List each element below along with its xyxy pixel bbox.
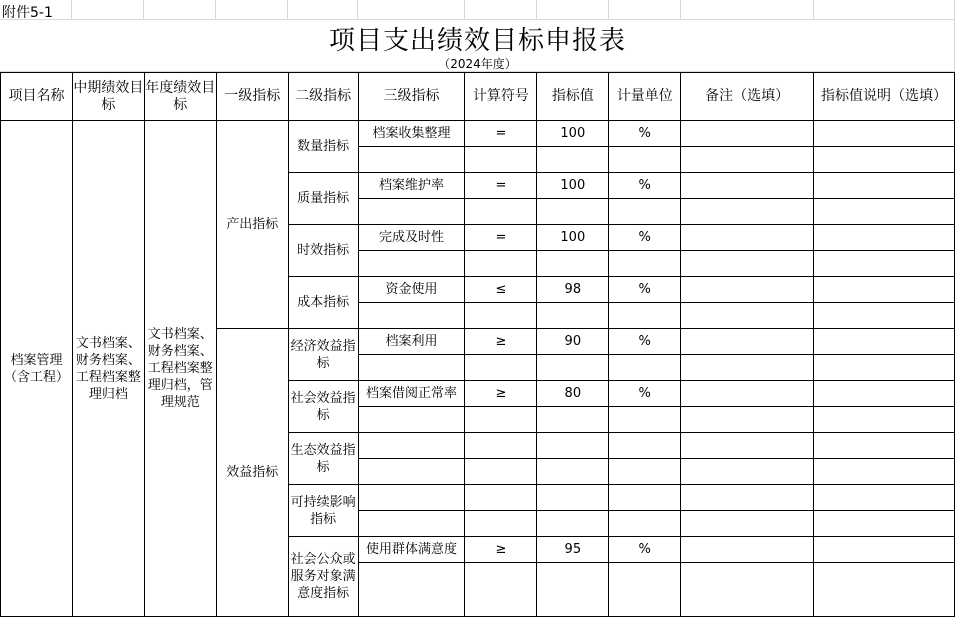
level2-sustainable: 可持续影响指标 (288, 485, 358, 537)
remark-cell (681, 121, 814, 147)
level3-cell (358, 277, 465, 303)
symbol-cell: ≥ (465, 381, 537, 407)
mid-goal-cell: 文书档案、财务档案、工程档案整理归档 (72, 121, 144, 617)
unit-cell: % (609, 277, 681, 303)
header-cell: 项目名称 (1, 73, 73, 121)
value-cell: 80 (537, 381, 609, 407)
level3-text: 资金使用 (385, 282, 438, 297)
value-cell: 100 (537, 121, 609, 147)
unit-cell: % (609, 381, 681, 407)
level2-cost: 成本指标 (288, 277, 358, 329)
level3-cell (358, 329, 465, 355)
level2-quantity: 数量指标 (288, 121, 358, 173)
level3-text: 档案维护率 (379, 178, 445, 193)
level3-text: 档案收集整理 (372, 126, 451, 141)
unit-cell: % (609, 173, 681, 199)
level3-cell (358, 381, 465, 407)
level3-cell (358, 121, 465, 147)
header-row (1, 73, 955, 121)
attachment-label: 附件5-1 (2, 5, 53, 21)
level1-benefit: 效益指标 (216, 329, 288, 617)
level3-cell (358, 537, 465, 563)
header-cell: 指标值 (537, 73, 609, 121)
header-cell: 中期绩效目标 (72, 73, 144, 121)
level3-text: 使用群体满意度 (366, 542, 458, 557)
header-cell: 指标值说明（选填） (814, 73, 955, 121)
level3-cell (358, 173, 465, 199)
level2-ecological: 生态效益指标 (288, 433, 358, 485)
unit-cell: % (609, 225, 681, 251)
symbol-cell: ≥ (465, 537, 537, 563)
header-cell: 年度绩效目标 (144, 73, 216, 121)
performance-table (0, 72, 955, 617)
unit-cell: % (609, 537, 681, 563)
level1-output: 产出指标 (216, 121, 288, 329)
project-name-cell: 档案管理（含工程） (1, 121, 73, 617)
year-label: （2024年度） (438, 57, 517, 71)
symbol-cell: = (465, 173, 537, 199)
page-title: 项目支出绩效目标申报表 (328, 26, 626, 56)
level3-text: 完成及时性 (379, 230, 445, 245)
symbol-cell: ≤ (465, 277, 537, 303)
header-cell: 二级指标 (288, 73, 358, 121)
level2-quality: 质量指标 (288, 173, 358, 225)
value-cell: 95 (537, 537, 609, 563)
value-cell: 100 (537, 173, 609, 199)
unit-cell: % (609, 121, 681, 147)
level3-text: 档案借阅正常率 (366, 386, 458, 401)
value-cell: 90 (537, 329, 609, 355)
level3-text: 档案利用 (385, 334, 438, 349)
level2-economic: 经济效益指标 (288, 329, 358, 381)
level2-timeliness: 时效指标 (288, 225, 358, 277)
unit-cell: % (609, 329, 681, 355)
header-cell: 三级指标 (358, 73, 465, 121)
symbol-cell: = (465, 225, 537, 251)
header-cell: 计算符号 (465, 73, 537, 121)
annual-goal-cell: 文书档案、财务档案、工程档案整理归档，管理规范 (144, 121, 216, 617)
value-cell: 98 (537, 277, 609, 303)
header-cell: 备注（选填） (681, 73, 814, 121)
level3-cell (358, 225, 465, 251)
note-cell (814, 121, 955, 147)
value-cell: 100 (537, 225, 609, 251)
symbol-cell: ≥ (465, 329, 537, 355)
header-cell: 计量单位 (609, 73, 681, 121)
header-cell: 一级指标 (216, 73, 288, 121)
level2-social: 社会效益指标 (288, 381, 358, 433)
symbol-cell: = (465, 121, 537, 147)
level2-satisfaction: 社会公众或服务对象满意度指标 (288, 537, 358, 617)
